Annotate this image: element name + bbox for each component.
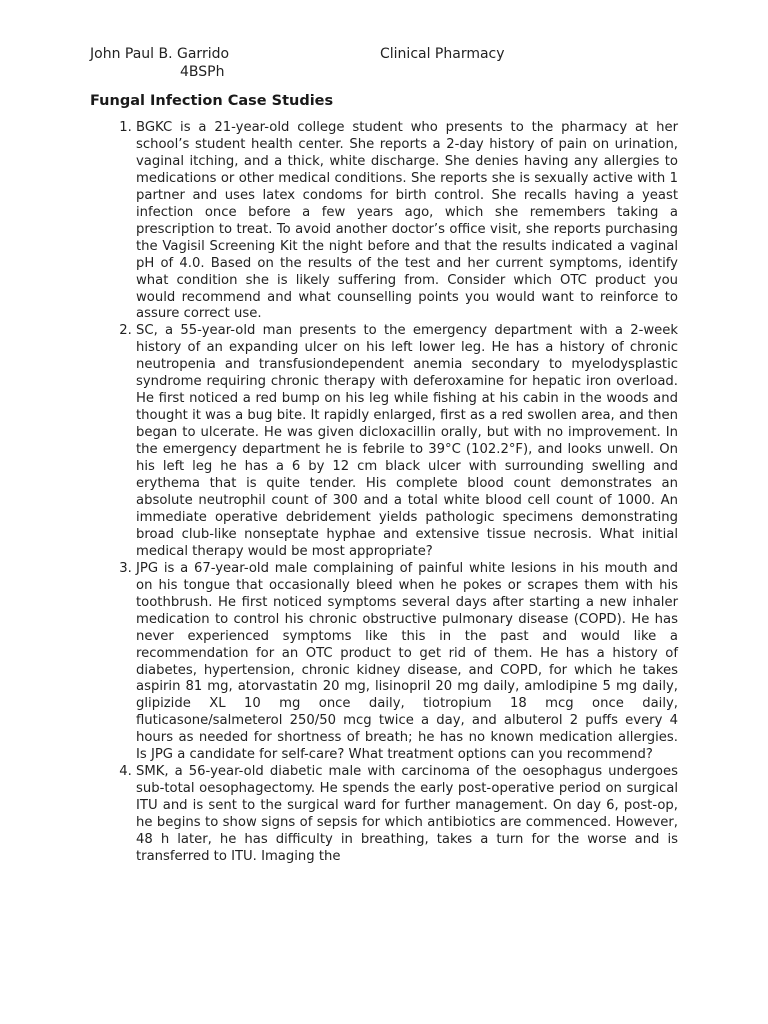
document-title: Fungal Infection Case Studies <box>90 93 334 109</box>
author-name: John Paul B. Garrido <box>90 46 230 62</box>
case-item-2: 2. SC, a 55-year-old man presents to the emergency department with a 2-week history of an expanding ulcer on his left lower leg. He has a history of chronic neutropenia and transfusiondependent anemia secondary to myelodysplastic syndrome requiring chronic therapy with deferoxamine for hepatic iron overload. He first noticed a red bump on his leg while fishing at his cabin in the woods and thought it was a bug bite. It rapidly enlarged, first as a red swollen area, and then began to ulcerate. He was given dicloxacillin orally, but with no improvement. In the emergency department he is febrile to 39°C (102.2°F), and looks unwell. On his left leg he has a 6 by 12 cm black ulcer with surrounding swelling and erythema that is quite tender. His complete blood count demonstrates an absolute neutrophil count of 300 and a total white blood cell count of 1000. An immediate operative debridement yields pathologic specimens demonstrating broad club-like nonseptate hyphae and extensive tissue necrosis. What initial medical therapy would be most appropriate? <box>136 323 678 560</box>
subject-label: Clinical Pharmacy <box>380 46 505 62</box>
case-list <box>90 120 678 866</box>
case-item-3: 3. JPG is a 67-year-old male complaining of painful white lesions in his mouth and on his tongue that occasionally bleed when he pokes or scrapes them with his toothbrush. He first noticed symptoms several days after starting a new inhaler medication to control his chronic obstructive pulmonary disease (COPD). He has never experienced symptoms like this in the past and would like a recommendation for an OTC product to get rid of them. He has a history of diabetes, hypertension, chronic kidney disease, and COPD, for which he takes aspirin 81 mg, atorvastatin 20 mg, lisinopril 20 mg daily, amlodipine 5 mg daily, glipizide XL 10 mg once daily, tiotropium 18 mcg once daily, fluticasone/salmeterol 250/50 mcg twice a day, and albuterol 2 puffs every 4 hours as needed for shortness of breath; he has no known medication allergies. Is JPG a candidate for self-care? What treatment options can you recommend? <box>136 561 678 764</box>
case-item-1: 1. BGKC is a 21-year-old college student who presents to the pharmacy at her school’s student health center. She reports a 2-day history of pain on urination, vaginal itching, and a thick, white discharge. She denies having any allergies to medications or other medical conditions. She reports she is sexually active with 1 partner and uses latex condoms for birth control. She recalls having a yeast infection once before a few years ago, which she remembers taking a prescription to treat. To avoid another doctor’s office visit, she reports purchasing the Vagisil Screening Kit the night before and that the results indicated a vaginal pH of 4.0. Based on the results of the test and her current symptoms, identify what condition she is likely suffering from. Consider which OTC product you would recommend and what counselling points you would want to reinforce to assure correct use. <box>136 120 678 323</box>
case-item-4: 4. SMK, a 56-year-old diabetic male with carcinoma of the oesophagus undergoes sub-total oesophagectomy. He spends the early post-operative period on surgical ITU and is sent to the surgical ward for further management. On day 6, post-op, he begins to show signs of sepsis for which antibiotics are commenced. However, 48 h later, he has difficulty in breathing, takes a turn for the worse and is transferred to ITU. Imaging the <box>136 764 678 866</box>
course-label: 4BSPh <box>180 64 225 80</box>
